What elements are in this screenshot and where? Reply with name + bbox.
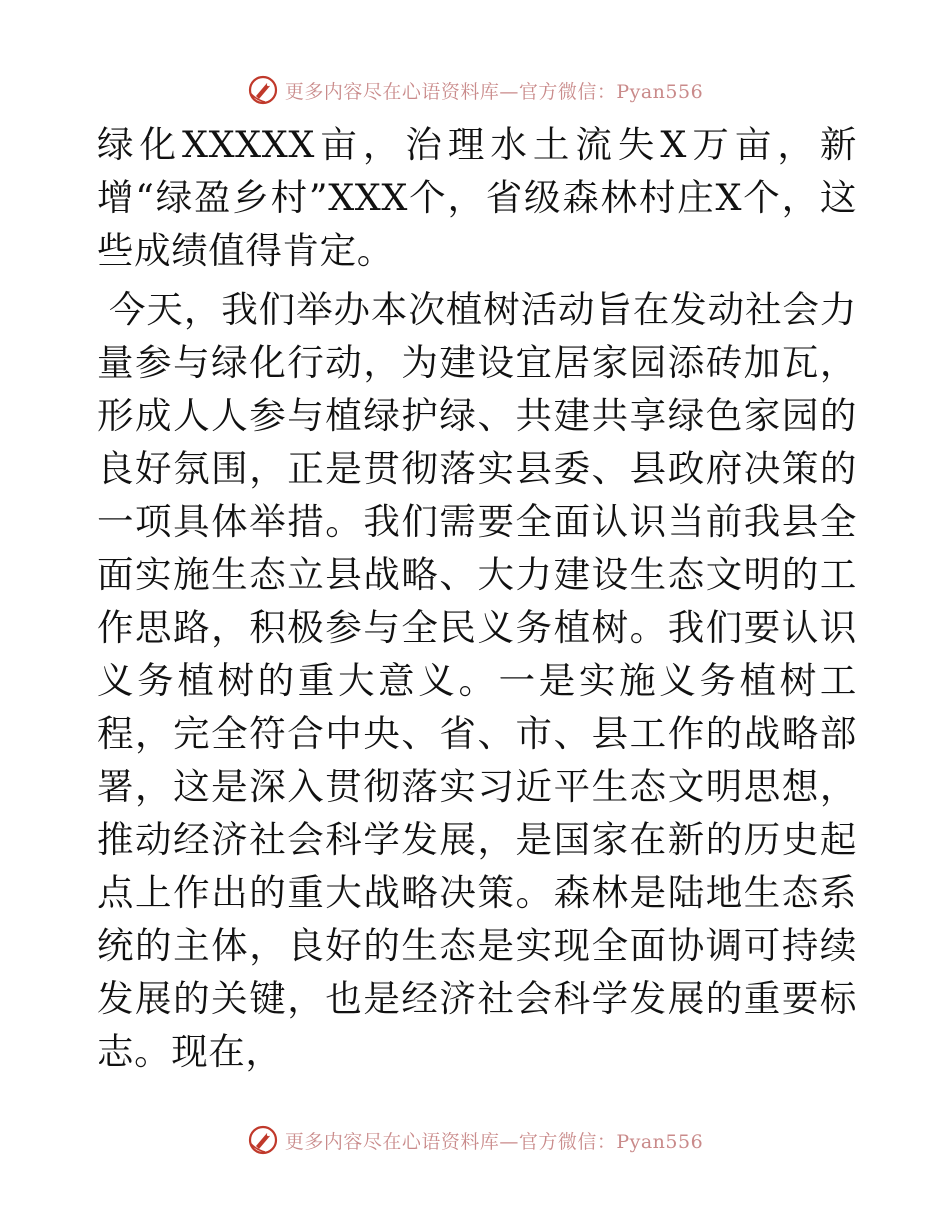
watermark-text: 更多内容尽在心语资料库—官方微信：Pyan556 <box>284 1130 704 1153</box>
pen-nib-logo-icon <box>247 74 279 106</box>
header-watermark <box>0 70 950 110</box>
paragraph-2: 今天，我们举办本次植树活动旨在发动社会力量参与绿化行动，为建设宜居家园添砖加瓦，形成人人参与植绿护绿、共建共享绿色家园的良好氛围，正是贯彻落实县委、县政府决策的一项具体举措。我们需要全面认识当前我县全面实施生态立县战略、大力建设生态文明的工作思路，积极参与全民义务植树。我们要认识义务植树的重大意义。一是实施义务植树工程，完全符合中央、省、市、县工作的战略部署，这是深入贯彻落实习近平生态文明思想，推动经济社会科学发展，是国家在新的历史起点上作出的重大战略决策。森林是陆地生态系统的主体，良好的生态是实现全面协调可持续发展的关键，也是经济社会科学发展的重要标志。现在， <box>97 288 857 1073</box>
footer-watermark <box>0 1120 950 1160</box>
pen-nib-logo-icon <box>247 1124 279 1156</box>
watermark-text: 更多内容尽在心语资料库—官方微信：Pyan556 <box>284 80 704 103</box>
paragraph-1: 绿化XXXXX亩，治理水土流失X万亩，新增“绿盈乡村”XXX个，省级森林村庄X个，这些成绩值得肯定。 <box>97 123 857 272</box>
document-body <box>97 118 857 1078</box>
